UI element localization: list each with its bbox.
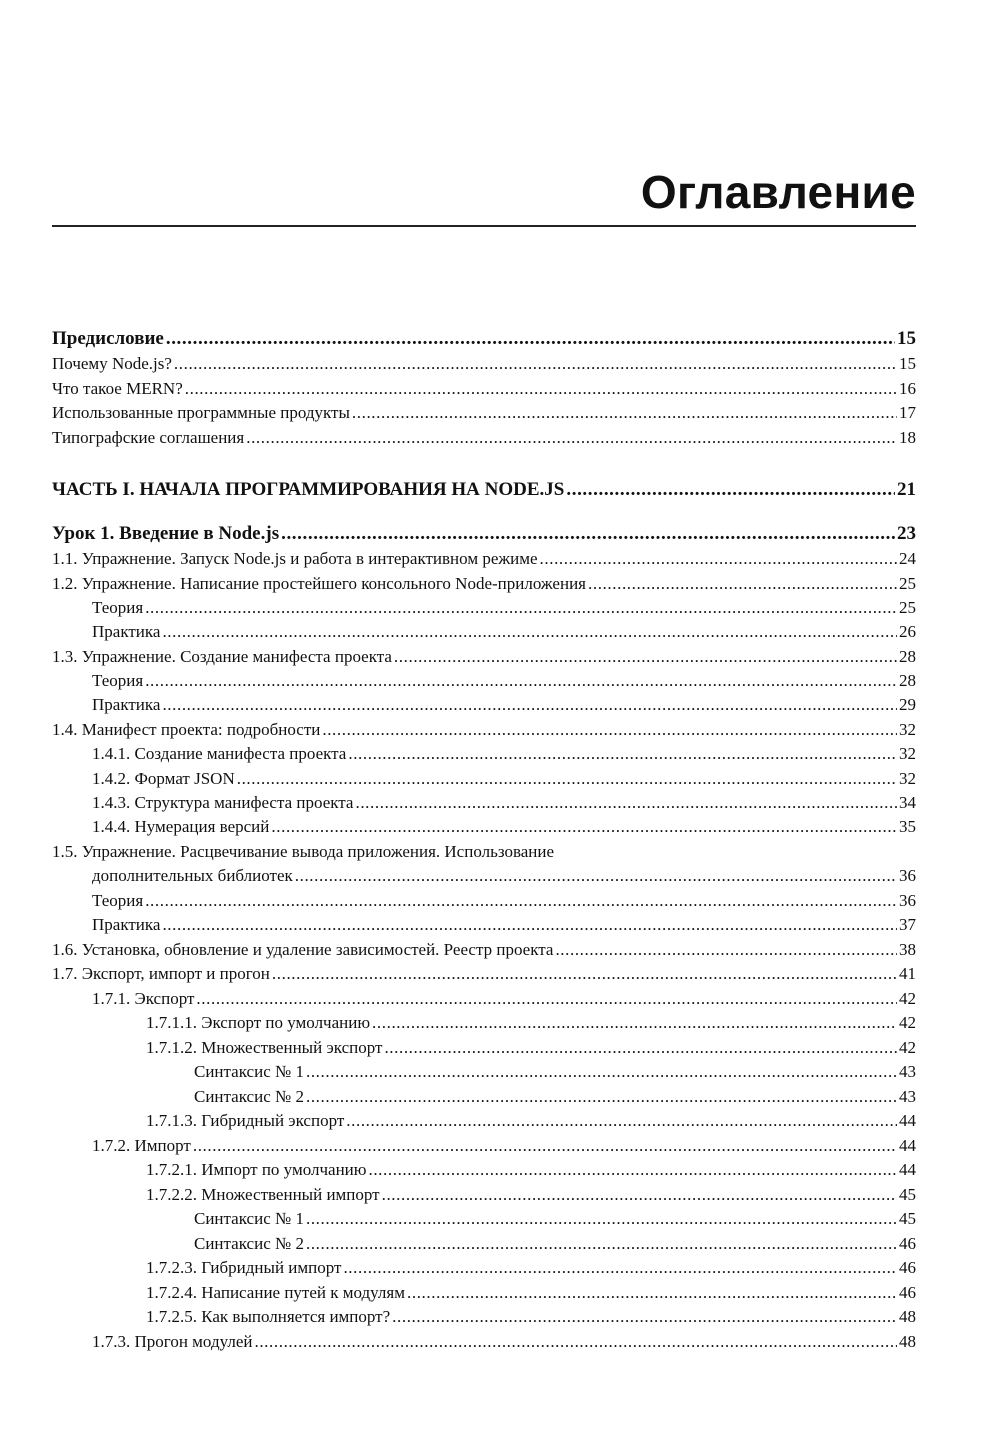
toc-page-number: 45	[899, 1209, 916, 1228]
toc-entry[interactable]	[52, 378, 916, 400]
dot-leader	[246, 427, 897, 449]
dot-leader	[306, 1061, 897, 1083]
dot-leader	[162, 914, 897, 936]
dot-leader	[295, 865, 897, 887]
dot-leader	[346, 1110, 897, 1132]
toc-entry-title: 1.4. Манифест проекта: подробности	[52, 720, 321, 739]
toc-entry[interactable]	[146, 1257, 916, 1279]
toc-entry-title: 1.7.2.3. Гибридный импорт	[146, 1258, 342, 1277]
toc-entry-title: 1.4.3. Структура манифеста проекта	[92, 793, 354, 812]
toc-page-number: 37	[899, 915, 916, 934]
toc-entry[interactable]	[92, 890, 916, 912]
toc-entry[interactable]	[92, 768, 916, 790]
toc-page-number: 43	[899, 1062, 916, 1081]
toc-entry[interactable]	[92, 597, 916, 619]
dot-leader	[237, 768, 897, 790]
dot-leader	[185, 378, 897, 400]
toc-page-number: 26	[899, 622, 916, 641]
dot-leader	[166, 328, 895, 350]
toc-page-number: 28	[899, 647, 916, 666]
toc-page-number: 36	[899, 866, 916, 885]
toc-entry[interactable]	[92, 792, 916, 814]
dot-leader	[306, 1233, 897, 1255]
toc-page-number: 32	[899, 744, 916, 763]
toc-page-number: 18	[899, 428, 916, 447]
toc-entry[interactable]	[146, 1282, 916, 1304]
dot-leader	[355, 792, 897, 814]
toc-entry-title: Синтаксис № 2	[194, 1234, 304, 1253]
toc-entry-title: 1.7.3. Прогон модулей	[92, 1332, 253, 1351]
toc-entry-title: 1.1. Упражнение. Запуск Node.js и работа в интерактивном режиме	[52, 549, 538, 568]
toc-entry-title: Что такое MERN?	[52, 379, 183, 398]
toc-entry-title: Синтаксис № 1	[194, 1062, 304, 1081]
dot-leader	[392, 1306, 897, 1328]
dot-leader	[162, 621, 897, 643]
toc-entry[interactable]	[52, 427, 916, 449]
dot-leader	[372, 1012, 897, 1034]
toc-entry[interactable]	[194, 1061, 916, 1083]
dot-leader	[196, 988, 897, 1010]
toc-page-number: 38	[899, 940, 916, 959]
toc-entry[interactable]	[52, 939, 916, 961]
toc-entry-title: 1.7.1.1. Экспорт по умолчанию	[146, 1013, 371, 1032]
toc-entry[interactable]	[92, 1135, 916, 1157]
toc-page-number: 28	[899, 671, 916, 690]
toc-entry[interactable]	[194, 1086, 916, 1108]
toc-page-number: 44	[899, 1160, 916, 1179]
dot-leader	[566, 479, 895, 501]
dot-leader	[384, 1037, 897, 1059]
toc-entry-title: Теория	[92, 598, 144, 617]
toc-entry[interactable]	[146, 1159, 916, 1181]
dot-leader	[394, 646, 897, 668]
toc-entry-title: Почему Node.js?	[52, 354, 172, 373]
dot-leader	[306, 1086, 897, 1108]
toc-entry-title: 1.4.2. Формат JSON	[92, 769, 235, 788]
toc-entry[interactable]	[52, 719, 916, 741]
toc-page-number: 46	[899, 1258, 916, 1277]
toc-entry-title: Практика	[92, 915, 161, 934]
toc-page-number: 46	[899, 1234, 916, 1253]
toc-page-number: 41	[899, 964, 916, 983]
page-title: Оглавление	[640, 166, 916, 218]
toc-page-number: 44	[899, 1136, 916, 1155]
toc-page-number: 32	[899, 769, 916, 788]
toc-page-number: 34	[899, 793, 916, 812]
toc-entry-title: 1.7. Экспорт, импорт и прогон	[52, 964, 270, 983]
toc-entry-title: 1.7.2.4. Написание путей к модулям	[146, 1283, 405, 1302]
toc-page-number: 44	[899, 1111, 916, 1130]
toc-page-number: 32	[899, 720, 916, 739]
toc-entry-part-1[interactable]	[52, 479, 916, 501]
toc-entry-title: Синтаксис № 1	[194, 1209, 304, 1228]
toc-entry[interactable]	[52, 963, 916, 985]
toc-entry[interactable]	[146, 1306, 916, 1328]
toc-page-number: 21	[897, 479, 916, 500]
toc-entry[interactable]	[146, 1110, 916, 1132]
dot-leader	[588, 573, 897, 595]
toc-entry[interactable]	[194, 1233, 916, 1255]
toc-entry-title: 1.7.2.1. Импорт по умолчанию	[146, 1160, 367, 1179]
toc-entry-title: Типографские соглашения	[52, 428, 245, 447]
toc-page-number: 23	[897, 523, 916, 544]
dot-leader	[555, 939, 897, 961]
dot-leader	[322, 719, 897, 741]
toc-entry-title: 1.2. Упражнение. Написание простейшего консольного Node-приложения	[52, 574, 586, 593]
toc-entry-title: 1.7.2.2. Множественный импорт	[146, 1185, 380, 1204]
toc-page-number: 15	[897, 328, 916, 349]
toc-page-number: 42	[899, 1038, 916, 1057]
toc-entry[interactable]	[52, 402, 916, 424]
dot-leader	[145, 597, 897, 619]
toc-page-number: 42	[899, 1013, 916, 1032]
toc-page-number: 45	[899, 1185, 916, 1204]
dot-leader	[352, 402, 897, 424]
toc-entry-title: Теория	[92, 891, 144, 910]
dot-leader	[193, 1135, 897, 1157]
toc-entry-lesson-1[interactable]	[52, 523, 916, 545]
dot-leader	[281, 523, 895, 545]
dot-leader	[343, 1257, 897, 1279]
dot-leader	[145, 670, 897, 692]
toc-entry-title: 1.7.2.5. Как выполняется импорт?	[146, 1307, 391, 1326]
toc-entry[interactable]	[92, 914, 916, 936]
toc-entry[interactable]	[52, 548, 916, 570]
dot-leader	[368, 1159, 897, 1181]
toc-entry-title: 1.7.2. Импорт	[92, 1136, 191, 1155]
toc-entry-title: 1.4.4. Нумерация версий	[92, 817, 270, 836]
toc-entry-first-line[interactable]: 1.5. Упражнение. Расцвечивание вывода приложения. Использование	[52, 842, 555, 861]
toc-page-number: 48	[899, 1307, 916, 1326]
toc-entry[interactable]	[92, 816, 916, 838]
toc-page-number: 29	[899, 695, 916, 714]
toc-page-number: 25	[899, 598, 916, 617]
toc-entry-title: 1.7.1.2. Множественный экспорт	[146, 1038, 383, 1057]
toc-entry-title: ЧАСТЬ I. НАЧАЛА ПРОГРАММИРОВАНИЯ НА NODE.JS	[52, 479, 565, 500]
toc-entry-title: Практика	[92, 695, 161, 714]
dot-leader	[540, 548, 897, 570]
toc-page-number: 42	[899, 989, 916, 1008]
toc-entry[interactable]	[92, 621, 916, 643]
toc-entry-title: дополнительных библиотек	[92, 866, 293, 885]
toc-entry-title: Предисловие	[52, 328, 164, 349]
dot-leader	[254, 1331, 897, 1353]
toc-entry[interactable]	[92, 743, 916, 765]
toc-entry[interactable]	[92, 694, 916, 716]
toc-page-number: 17	[899, 403, 916, 422]
dot-leader	[271, 816, 897, 838]
toc-entry[interactable]	[92, 988, 916, 1010]
toc-entry-title: 1.3. Упражнение. Создание манифеста проекта	[52, 647, 392, 666]
toc-entry[interactable]	[194, 1208, 916, 1230]
toc-entry[interactable]	[52, 646, 916, 668]
dot-leader	[145, 890, 897, 912]
toc-entry-title: Теория	[92, 671, 144, 690]
toc-page-number: 48	[899, 1332, 916, 1351]
toc-entry-preface[interactable]	[52, 328, 916, 350]
toc-entry-title: Практика	[92, 622, 161, 641]
toc-entry[interactable]	[146, 1184, 916, 1206]
toc-entry[interactable]	[146, 1037, 916, 1059]
toc-entry-title: 1.6. Установка, обновление и удаление зависимостей. Реестр проекта	[52, 940, 554, 959]
dot-leader	[306, 1208, 897, 1230]
toc-entry-title: 1.4.1. Создание манифеста проекта	[92, 744, 347, 763]
toc-page-number: 15	[899, 354, 916, 373]
toc-entry[interactable]	[92, 1331, 916, 1353]
dot-leader	[348, 743, 897, 765]
toc-page-number: 46	[899, 1283, 916, 1302]
dot-leader	[382, 1184, 897, 1206]
dot-leader	[407, 1282, 897, 1304]
toc-page-number: 24	[899, 549, 916, 568]
dot-leader	[272, 963, 897, 985]
dot-leader	[174, 353, 897, 375]
dot-leader	[162, 694, 897, 716]
toc-entry-title: 1.7.1. Экспорт	[92, 989, 195, 1008]
toc-page-number: 35	[899, 817, 916, 836]
toc-entry[interactable]	[92, 670, 916, 692]
toc-page-number: 36	[899, 891, 916, 910]
toc-entry-title: 1.7.1.3. Гибридный экспорт	[146, 1111, 345, 1130]
toc-entry[interactable]	[52, 573, 916, 595]
toc-entry-title: Использованные программные продукты	[52, 403, 350, 422]
toc-entry-title: Синтаксис № 2	[194, 1087, 304, 1106]
toc-entry-title: Урок 1. Введение в Node.js	[52, 523, 280, 544]
toc-entry[interactable]	[52, 353, 916, 375]
toc-page-number: 16	[899, 379, 916, 398]
toc-page-number: 25	[899, 574, 916, 593]
toc-page-number: 43	[899, 1087, 916, 1106]
toc-entry[interactable]	[92, 865, 916, 887]
toc-entry[interactable]	[146, 1012, 916, 1034]
